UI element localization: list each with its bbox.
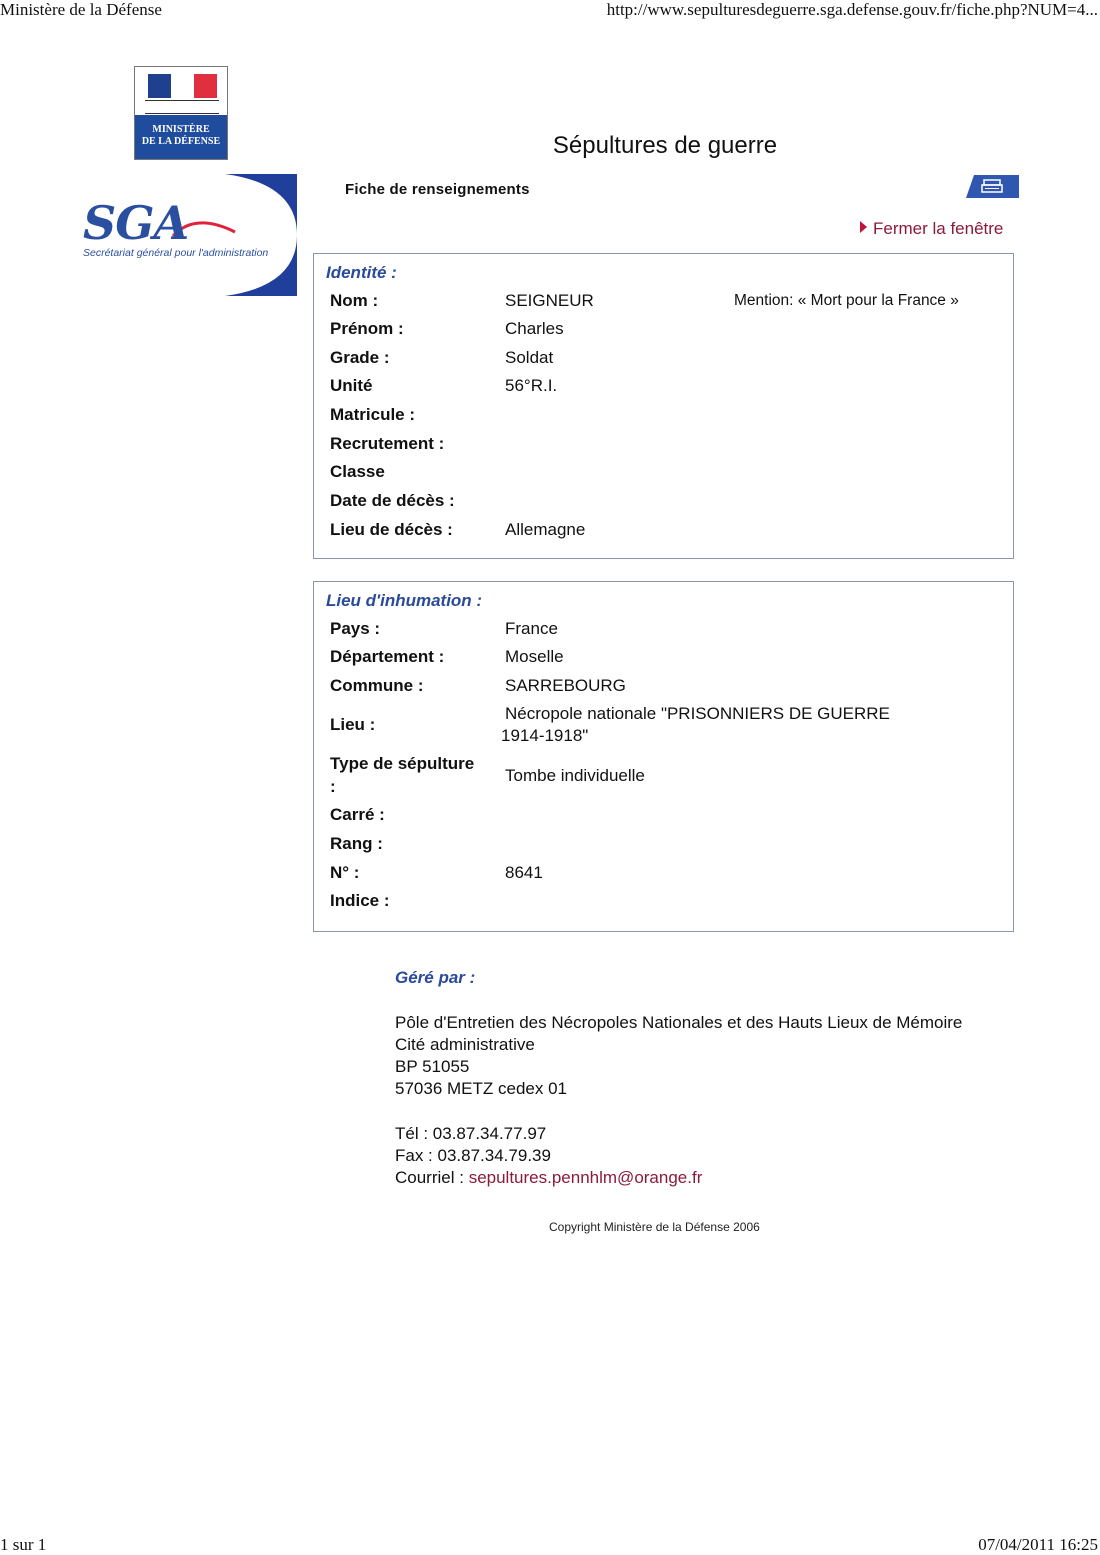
sga-logo (75, 174, 297, 296)
close-window-link[interactable] (860, 219, 1003, 239)
label-commune: Commune : (330, 676, 424, 695)
label-rang: Rang : (330, 834, 383, 853)
value-numero: 8641 (505, 863, 543, 882)
label-grade: Grade : (330, 348, 390, 367)
identity-title: Identité : (326, 263, 397, 282)
label-date-deces: Date de décès : (330, 491, 455, 510)
label-lieu-deces: Lieu de décès : (330, 520, 453, 539)
burial-title: Lieu d'inhumation : (326, 591, 483, 610)
identity-section (313, 253, 1014, 559)
page-subtitle: Fiche de renseignements (345, 181, 530, 198)
print-header-title: Ministère de la Défense (0, 0, 162, 19)
close-window-label: Fermer la fenêtre (873, 219, 1004, 238)
label-lieu: Lieu : (330, 715, 376, 734)
label-nom: Nom : (330, 291, 379, 310)
sga-letters: SGA (83, 196, 189, 250)
label-indice: Indice : (330, 891, 390, 910)
value-departement: Moselle (505, 647, 564, 666)
value-grade: Soldat (505, 348, 554, 367)
value-lieu-line2: 1914-1918" (501, 726, 589, 745)
value-lieu-line1: Nécropole nationale "PRISONNIERS DE GUERRE (505, 704, 890, 723)
label-recrutement: Recrutement : (330, 434, 445, 453)
print-button[interactable] (966, 175, 1019, 198)
sga-tagline: Secrétariat général pour l'administration (83, 247, 269, 259)
address-line-3: BP 51055 (395, 1057, 470, 1076)
label-departement: Département : (330, 647, 445, 666)
copyright-text: Copyright Ministère de la Défense 2006 (549, 1220, 760, 1234)
burial-section (313, 581, 1014, 932)
label-classe: Classe (330, 462, 385, 481)
label-pays: Pays : (330, 619, 381, 638)
label-type-sepulture: Type de sépulture (330, 754, 475, 773)
label-numero: N° : (330, 863, 360, 882)
address-line-2: Cité administrative (395, 1035, 535, 1054)
print-header-url: http://www.sepulturesdeguerre.sga.defense.gouv.fr/fiche.php?NUM=4... (606, 0, 1098, 19)
value-pays: France (505, 619, 558, 638)
email-link[interactable]: sepultures.pennhlm@orange.fr (468, 1168, 703, 1187)
label-type-sepulture-colon: : (330, 777, 336, 796)
ministry-logo-text: MINISTÈRE DE LA DÉFENSE (135, 115, 227, 159)
address-line-1: Pôle d'Entretien des Nécropoles Nationales et des Hauts Lieux de Mémoire (395, 1013, 963, 1032)
value-lieu-deces: Allemagne (505, 520, 586, 539)
email-label: Courriel : (395, 1168, 469, 1187)
fax-number: Fax : 03.87.34.79.39 (395, 1146, 551, 1165)
value-commune: SARREBOURG (505, 676, 626, 695)
value-prenom: Charles (505, 319, 564, 338)
printer-icon (966, 175, 1019, 198)
value-type-sepulture: Tombe individuelle (505, 766, 645, 785)
address-line-4: 57036 METZ cedex 01 (395, 1079, 567, 1098)
page-title: Sépultures de guerre (552, 132, 778, 159)
email-line (395, 1168, 702, 1188)
label-matricule: Matricule : (330, 405, 416, 424)
label-carre: Carré : (330, 805, 385, 824)
arrow-right-icon (860, 221, 867, 233)
motto-band (145, 100, 219, 114)
phone-number: Tél : 03.87.34.77.97 (395, 1124, 547, 1143)
ministry-logo (134, 66, 228, 160)
mention-text: Mention: « Mort pour la France » (734, 292, 959, 309)
managed-by-title: Géré par : (395, 968, 476, 987)
print-footer-date: 07/04/2011 16:25 (978, 1535, 1098, 1554)
label-prenom: Prénom : (330, 319, 404, 338)
value-nom: SEIGNEUR (505, 291, 594, 310)
label-unite: Unité (330, 376, 373, 395)
french-flag-icon (148, 74, 217, 98)
value-unite: 56°R.I. (505, 376, 558, 395)
print-footer-page: 1 sur 1 (0, 1535, 47, 1554)
